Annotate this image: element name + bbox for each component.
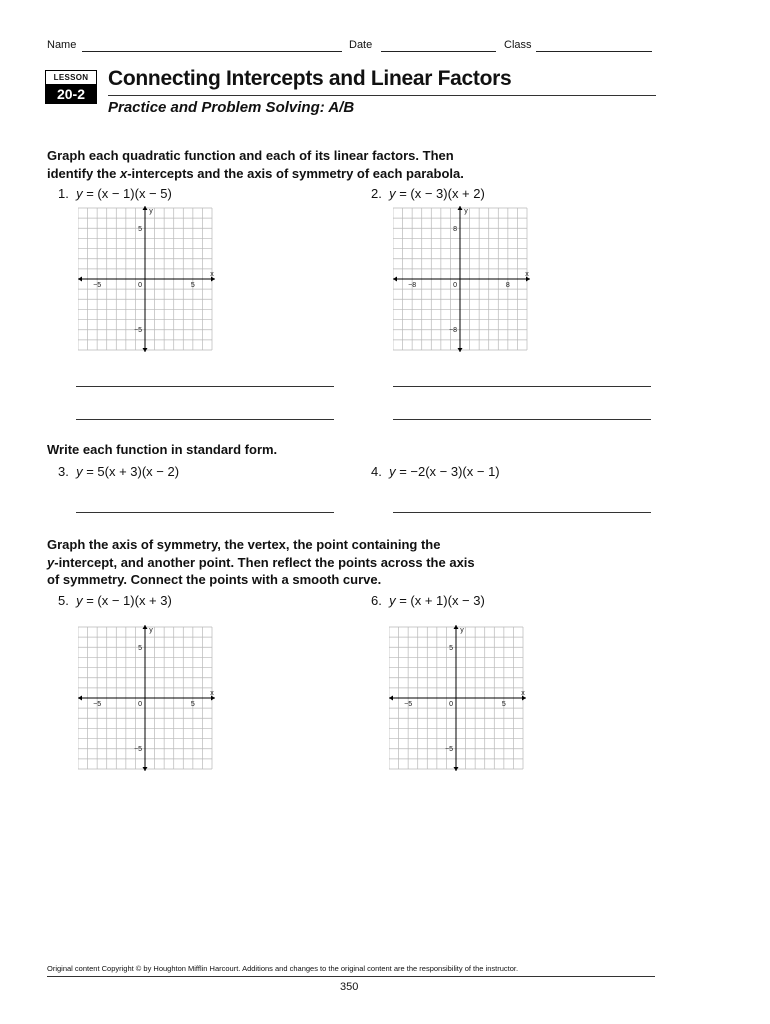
answer-line-1b[interactable] xyxy=(76,419,334,420)
x-axis-label: x xyxy=(210,690,214,697)
origin-label: 0 xyxy=(453,282,457,289)
problem-equation: (x − 3)(x + 2) xyxy=(410,186,485,201)
lesson-number: 20-2 xyxy=(45,85,97,104)
y-tick-negative: −5 xyxy=(134,746,142,754)
problem-number: 2. xyxy=(371,186,382,201)
answer-line-2a[interactable] xyxy=(393,386,651,387)
x-axis-arrow-left xyxy=(78,277,82,282)
section1-instruction-post: -intercepts and the axis of symmetry of each parabola. xyxy=(127,165,464,181)
section1-instructions xyxy=(47,147,464,182)
x-axis-arrow-left xyxy=(389,696,393,701)
section3-instruction-post: -intercept, and another point. Then reflect the points across the axis xyxy=(54,554,475,570)
answer-line-4[interactable] xyxy=(393,512,651,513)
problem-5: 5. y = (x − 1)(x + 3) xyxy=(58,593,172,608)
class-field[interactable] xyxy=(536,41,652,52)
section1-instruction-line1: Graph each quadratic function and each of its linear factors. Then xyxy=(47,148,454,163)
x-tick-negative: −5 xyxy=(93,701,102,708)
y-tick-negative: −5 xyxy=(445,746,453,754)
graph-problem-6[interactable] xyxy=(389,625,527,771)
y-tick-positive: 5 xyxy=(138,644,142,652)
date-label: Date xyxy=(349,39,373,51)
origin-label: 0 xyxy=(449,701,453,708)
problem-equation: (x + 1)(x − 3) xyxy=(410,593,485,608)
x-tick-negative: −5 xyxy=(404,701,413,708)
page-title: Connecting Intercepts and Linear Factors xyxy=(108,67,512,90)
problem-equation: 5(x + 3)(x − 2) xyxy=(97,464,180,479)
x-axis-label: x xyxy=(521,690,525,697)
x-tick-positive: 8 xyxy=(505,282,510,289)
y-tick-negative: −5 xyxy=(134,327,142,335)
problem-equation: −2(x − 3)(x − 1) xyxy=(410,464,500,479)
lesson-badge xyxy=(45,70,97,104)
x-axis-label: x xyxy=(525,271,529,278)
x-tick-positive: 5 xyxy=(190,282,195,289)
answer-line-1a[interactable] xyxy=(76,386,334,387)
y-tick-positive: 5 xyxy=(138,225,142,233)
graph-problem-5[interactable] xyxy=(78,625,216,771)
name-field[interactable] xyxy=(82,41,342,52)
copyright-notice: Original content Copyright © by Houghton Mifflin Harcourt. Additions and changes to the original content are the responsibility of the instructor. xyxy=(47,964,519,973)
problem-number: 6. xyxy=(371,593,382,608)
section3-instruction-var: y xyxy=(47,554,55,570)
title-divider xyxy=(108,95,656,96)
lesson-tag: LESSON xyxy=(45,70,97,85)
y-axis-label: y xyxy=(149,627,153,634)
problem-number: 1. xyxy=(58,186,69,201)
x-tick-positive: 5 xyxy=(501,701,506,708)
problem-6: 6. y = (x + 1)(x − 3) xyxy=(371,593,485,608)
y-tick-negative: −8 xyxy=(449,327,457,335)
answer-line-3[interactable] xyxy=(76,512,334,513)
problem-2: 2. y = (x − 3)(x + 2) xyxy=(371,186,485,201)
problem-3: 3. y = 5(x + 3)(x − 2) xyxy=(58,464,180,479)
x-tick-positive: 5 xyxy=(190,701,195,708)
section1-instruction-var: x xyxy=(119,165,128,181)
graph-problem-1[interactable] xyxy=(78,206,216,352)
x-axis-arrow-left xyxy=(393,277,397,282)
section3-instruction-line1: Graph the axis of symmetry, the vertex, the point containing the xyxy=(47,537,441,552)
footer-divider xyxy=(47,976,655,977)
graph-problem-2[interactable] xyxy=(393,206,531,352)
y-tick-positive: 8 xyxy=(453,225,457,233)
name-label: Name xyxy=(47,39,77,51)
y-axis-label: y xyxy=(464,208,468,215)
problem-equation: (x − 1)(x + 3) xyxy=(97,593,172,608)
section2-instructions: Write each function in standard form. xyxy=(47,442,278,457)
problem-4: 4. y = −2(x − 3)(x − 1) xyxy=(371,464,500,479)
problem-equation: (x − 1)(x − 5) xyxy=(97,186,172,201)
x-tick-negative: −5 xyxy=(93,282,102,289)
problem-1: 1. y = (x − 1)(x − 5) xyxy=(58,186,172,201)
origin-label: 0 xyxy=(138,701,142,708)
y-tick-positive: 5 xyxy=(449,644,453,652)
problem-number: 3. xyxy=(58,464,69,479)
section1-instruction-pre: identify the xyxy=(47,165,120,181)
section3-instruction-line2 xyxy=(47,554,475,572)
class-label: Class xyxy=(504,39,532,51)
problem-number: 4. xyxy=(371,464,382,479)
y-axis-label: y xyxy=(460,627,464,634)
page-subtitle: Practice and Problem Solving: A/B xyxy=(108,99,355,116)
problem-number: 5. xyxy=(58,593,69,608)
x-axis-label: x xyxy=(210,271,214,278)
date-field[interactable] xyxy=(381,41,496,52)
x-axis-arrow-left xyxy=(78,696,82,701)
answer-line-2b[interactable] xyxy=(393,419,651,420)
x-tick-negative: −8 xyxy=(408,282,417,289)
section3-instruction-line3: of symmetry. Connect the points with a smooth curve. xyxy=(47,572,382,587)
section1-instruction-line2 xyxy=(47,165,464,183)
origin-label: 0 xyxy=(138,282,142,289)
page-number: 350 xyxy=(340,981,359,993)
section3-instructions xyxy=(47,536,475,589)
y-axis-label: y xyxy=(149,208,153,215)
